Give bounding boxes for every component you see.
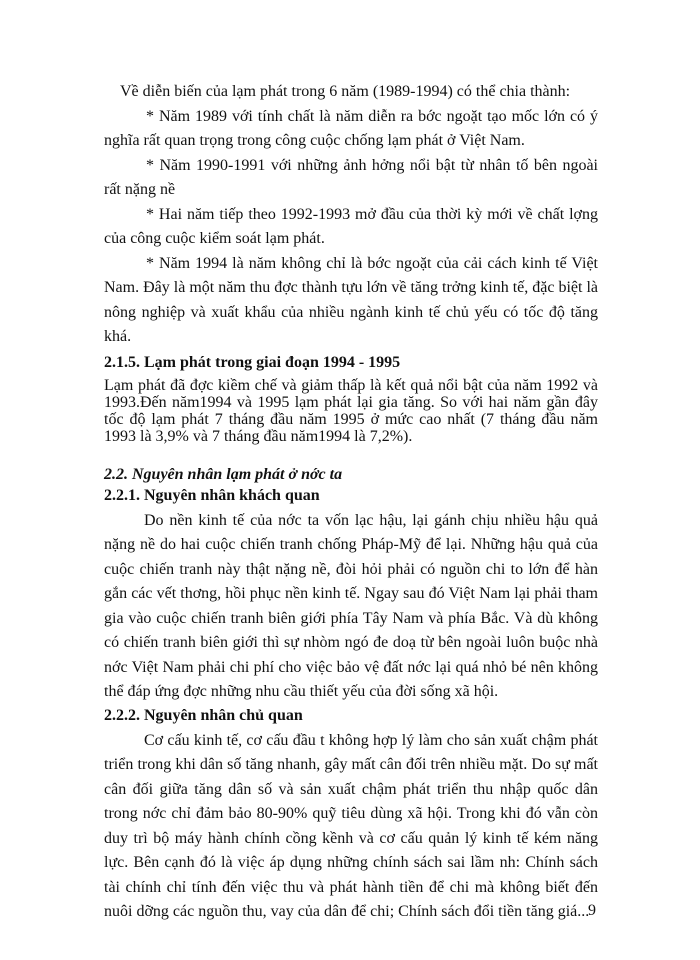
section-2-2-heading: 2.2. Nguyên nhân lạm phát ở nớc ta (104, 465, 343, 483)
bullet-1992-1993: * Hai năm tiếp theo 1992-1993 mở đầu của thời kỳ mới về chất lợng của công cuộc kiểm soát lạm phát. (104, 205, 598, 247)
section-2-2-1-heading: 2.2.1. Nguyên nhân khách quan (104, 486, 320, 504)
bullet-1994: * Năm 1994 là năm không chỉ là bớc ngoặt của cải cách kinh tế Việt Nam. Đây là một năm thu đợc thành tựu lớn về tăng trởng kinh tế, đặc biệt là nông nghiệp và xuất khẩu của nhiều ngành kinh tế chủ yếu có tốc độ tăng khá. (104, 254, 598, 345)
section-2-2-1-paragraph: Do nền kinh tế của nớc ta vốn lạc hậu, lại gánh chịu nhiều hậu quả nặng nề do hai cuộc chiến tranh chống Pháp-Mỹ để lại. Những hậu quả của cuộc chiến tranh này thật nặng nề, đòi hỏi phải có nguồn chi to lớn để hàn gắn các vết thơng, hồi phục nền kinh tế. Ngay sau đó Việt Nam lại phải tham gia vào cuộc chiến tranh biên giới phía Tây Nam và phía Bắc. Và dù không có chiến tranh biên giới thì sự nhòm ngó đe doạ từ bên ngoài luôn buộc nhà nớc Việt Nam phải chi phí cho việc bảo vệ đất nớc lại quá nhỏ bé nên không thể đáp ứng đợc những nhu cầu thiết yếu của đời sống xã hội. (104, 511, 598, 700)
section-2-2-2-heading: 2.2.2. Nguyên nhân chủ quan (104, 706, 303, 724)
page-number: 9 (588, 902, 596, 919)
page-content (104, 80, 598, 925)
section-2-1-5-paragraph: Lạm phát đã đợc kiềm chế và giảm thấp là kết quả nổi bật của năm 1992 và 1993.Đến năm1994 và 1995 lạm phát lại gia tăng. So với hai năm gần đây tốc độ lạm phát 7 tháng đầu năm 1995 ở mức cao nhất (7 tháng đầu năm 1993 là 3,9% và 7 tháng đầu năm1994 là 7,2%). (104, 376, 598, 445)
bullet-1989: * Năm 1989 với tính chất là năm diễn ra bớc ngoặt tạo mốc lớn có ý nghĩa rất quan trọng trong công cuộc chống lạm phát ở Việt Nam. (104, 107, 598, 149)
intro-paragraph: Về diễn biến của lạm phát trong 6 năm (1989-1994) có thể chia thành: (120, 83, 571, 100)
bullet-1990-1991: * Năm 1990-1991 với những ảnh hởng nổi bật từ nhân tố bên ngoài rất nặng nề (104, 156, 598, 198)
section-2-2-2-paragraph: Cơ cấu kinh tế, cơ cấu đầu t không hợp lý làm cho sản xuất chậm phát triển trong khi dân số tăng nhanh, gây mất cân đối trên nhiều mặt. Do sự mất cân đối giữa tăng dân số và sản xuất chậm phát triển thu nhập quốc dân trong nớc chỉ đảm bảo 80-90% quỹ tiêu dùng xã hội. Trong khi đó vẫn còn duy trì bộ máy hành chính cồng kềnh và cơ cấu quản lý kinh tế kém năng lực. Bên cạnh đó là việc áp dụng những chính sách sai lầm nh: Chính sách tài chính chỉ tính đến việc thu và phát hành tiền để chi mà không biết đến nuôi dỡng các nguồn thu, vay của dân để chi; Chính sách đổi tiền tăng giá... (104, 731, 598, 920)
section-2-1-5-heading: 2.1.5. Lạm phát trong giai đoạn 1994 - 1995 (104, 353, 401, 371)
